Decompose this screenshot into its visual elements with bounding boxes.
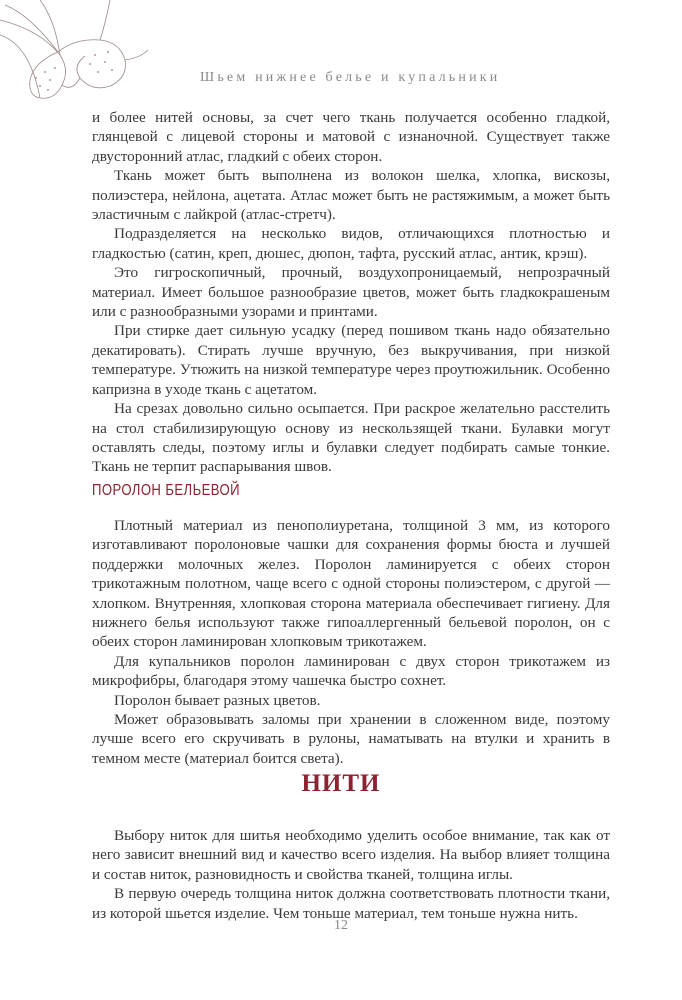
paragraph: Для купальников поролон ламинирован с двух сторон трикотажем из микрофибры, благодаря этому чашечка быстро сохнет. [92,652,610,690]
paragraph: При стирке дает сильную усадку (перед пошивом ткань надо обязательно декатировать). Стирать лучше вручную, без выкручивания, при низкой температуре. Утюжить на низкой температуре через проутюжильник. Особенно капризна в уходе ткань с ацетатом. [92,322,610,398]
section-heading: ПОРОЛОН БЕЛЬЕВОЙ [92,482,240,499]
paragraph: Плотный материал из пенополиуретана, толщиной 3 мм, из которого изготавливают поролоновые чашки для сохранения формы бюста и лучшей поддержки молочных желез. Поролон ламинируется с обеих сторон трикотажным полотном, чаще всего с одной стороны полиэстером, с другой — хлопком. Внутренняя, хлопковая сторона материала обеспечивает гигиену. Для нижнего белья используют также гипоаллергенный бельевой поролон, он с обеих сторон ламинирован хлопковым трикотажем. [92,517,610,651]
paragraph: и более нитей основы, за счет чего ткань получается особенно гладкой, глянцевой с лицевой стороны и матовой с изнаночной. Существует также двусторонний атлас, гладкий с обеих сторон. [92,109,610,165]
paragraph: Подразделяется на несколько видов, отличающихся плотностью и гладкостью (сатин, креп, дюшес, дюпон, тафта, русский атлас, антик, крэш). [92,225,610,262]
page-number: 12 [334,918,348,933]
paragraph: Выбору ниток для шитья необходимо уделить особое внимание, так как от него зависит внешний вид и качество всего изделия. На выбор влияет толщина и состав ниток, разновидность и свойства тканей, толщина иглы. [92,827,610,883]
lingerie-sketch-icon [0,0,150,110]
paragraph: Это гигроскопичный, прочный, воздухопроницаемый, непрозрачный материал. Имеет большое разнообразие цветов, может быть гладкокрашеным или с разнообразными узорами и принтами. [92,264,610,321]
text-block-atlas [92,108,610,477]
paragraph: На срезах довольно сильно осыпается. При раскрое желательно расстелить на стол стабилизирующую основу из нескользящей ткани. Булавки могут оставлять следы, поэтому иглы и булавки следует подбирать самые тонкие. Ткань не терпит распарывания швов. [92,400,610,476]
paragraph: Поролон бывает разных цветов. [114,691,321,709]
chapter-heading: НИТИ [301,770,381,797]
text-block-niti [92,826,610,923]
paragraph: Может образовывать заломы при хранении в сложенном виде, поэтому лучше всего его скручивать в рулоны, наматывать на втулки и хранить в темном месте (материал боится света). [92,711,610,767]
paragraph: Ткань может быть выполнена из волокон шелка, хлопка, вискозы, полиэстера, нейлона, ацетата. Атлас может быть не растяжимым, а может быть эластичным с лайкрой (атлас-стретч). [92,167,610,224]
paragraph: В первую очередь толщина ниток должна соответствовать плотности ткани, из которой шьется изделие. Чем тоньше материал, тем тоньше нужна нить. [92,885,610,922]
running-header: Шьем нижнее белье и купальники [200,70,501,85]
text-block-porolon [92,516,610,768]
